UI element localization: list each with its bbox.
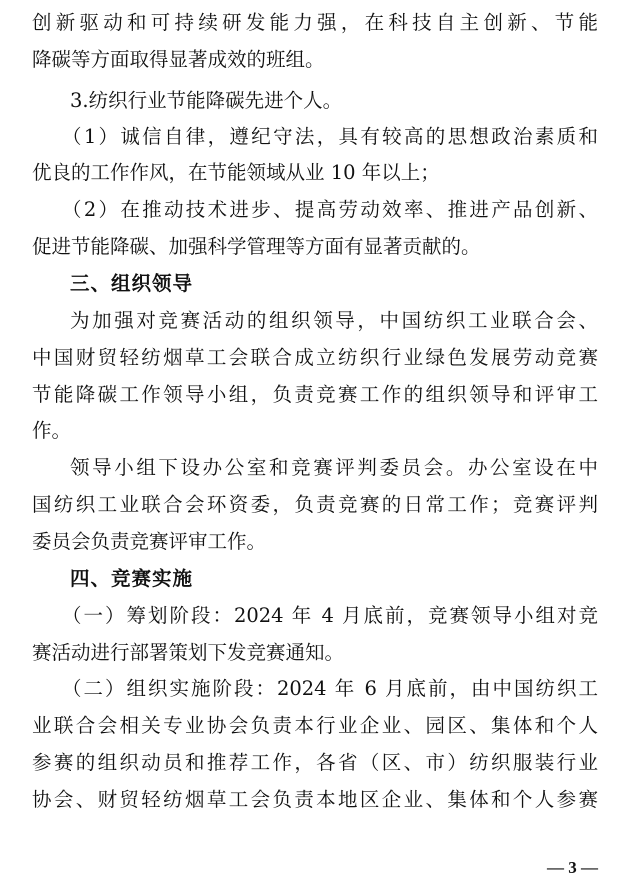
- text-line: 领导小组下设办公室和竞赛评判委员会。办公室设在中: [70, 456, 598, 479]
- text-line: 节能降碳工作领导小组，负责竞赛工作的组织领导和评审工: [32, 383, 598, 406]
- text-line: 中国财贸轻纺烟草工会联合成立纺织行业绿色发展劳动竞赛: [32, 346, 598, 369]
- text-line: （2）在推动技术进步、提高劳动效率、推进产品创新、: [62, 198, 598, 221]
- section-heading: 四、竞赛实施: [70, 567, 194, 590]
- page-number: — 3 —: [547, 858, 598, 877]
- text-line: 创新驱动和可持续研发能力强，在科技自主创新、节能: [32, 11, 598, 34]
- text-line: 降碳等方面取得显著成效的班组。: [32, 48, 325, 71]
- text-line: 业联合会相关专业协会负责本行业企业、园区、集体和个人: [32, 714, 598, 737]
- text-line: 作。: [32, 419, 72, 442]
- section-heading: 三、组织领导: [70, 272, 194, 295]
- text-line: （1）诚信自律，遵纪守法，具有较高的思想政治素质和: [62, 125, 598, 148]
- text-line: 协会、财贸轻纺烟草工会负责本地区企业、集体和个人参赛: [32, 788, 598, 811]
- text-line: 为加强对竞赛活动的组织领导，中国纺织工业联合会、: [70, 309, 598, 332]
- text-line: （二）组织实施阶段：2024 年 6 月底前，由中国纺织工: [62, 677, 598, 700]
- text-line: 促进节能降碳、加强科学管理等方面有显著贡献的。: [32, 235, 481, 258]
- text-line: 委员会负责竞赛评审工作。: [32, 530, 267, 553]
- text-line: 参赛的组织动员和推荐工作，各省（区、市）纺织服装行业: [32, 751, 598, 774]
- text-line: 3.纺织行业节能降碳先进个人。: [70, 89, 343, 112]
- text-line: 国纺织工业联合会环资委，负责竞赛的日常工作；竞赛评判: [32, 493, 598, 516]
- text-line: （一）筹划阶段：2024 年 4 月底前，竞赛领导小组对竞: [62, 604, 598, 627]
- text-line: 赛活动进行部署策划下发竞赛通知。: [32, 641, 345, 664]
- text-line: 优良的工作作风，在节能领域从业 10 年以上；: [32, 161, 440, 184]
